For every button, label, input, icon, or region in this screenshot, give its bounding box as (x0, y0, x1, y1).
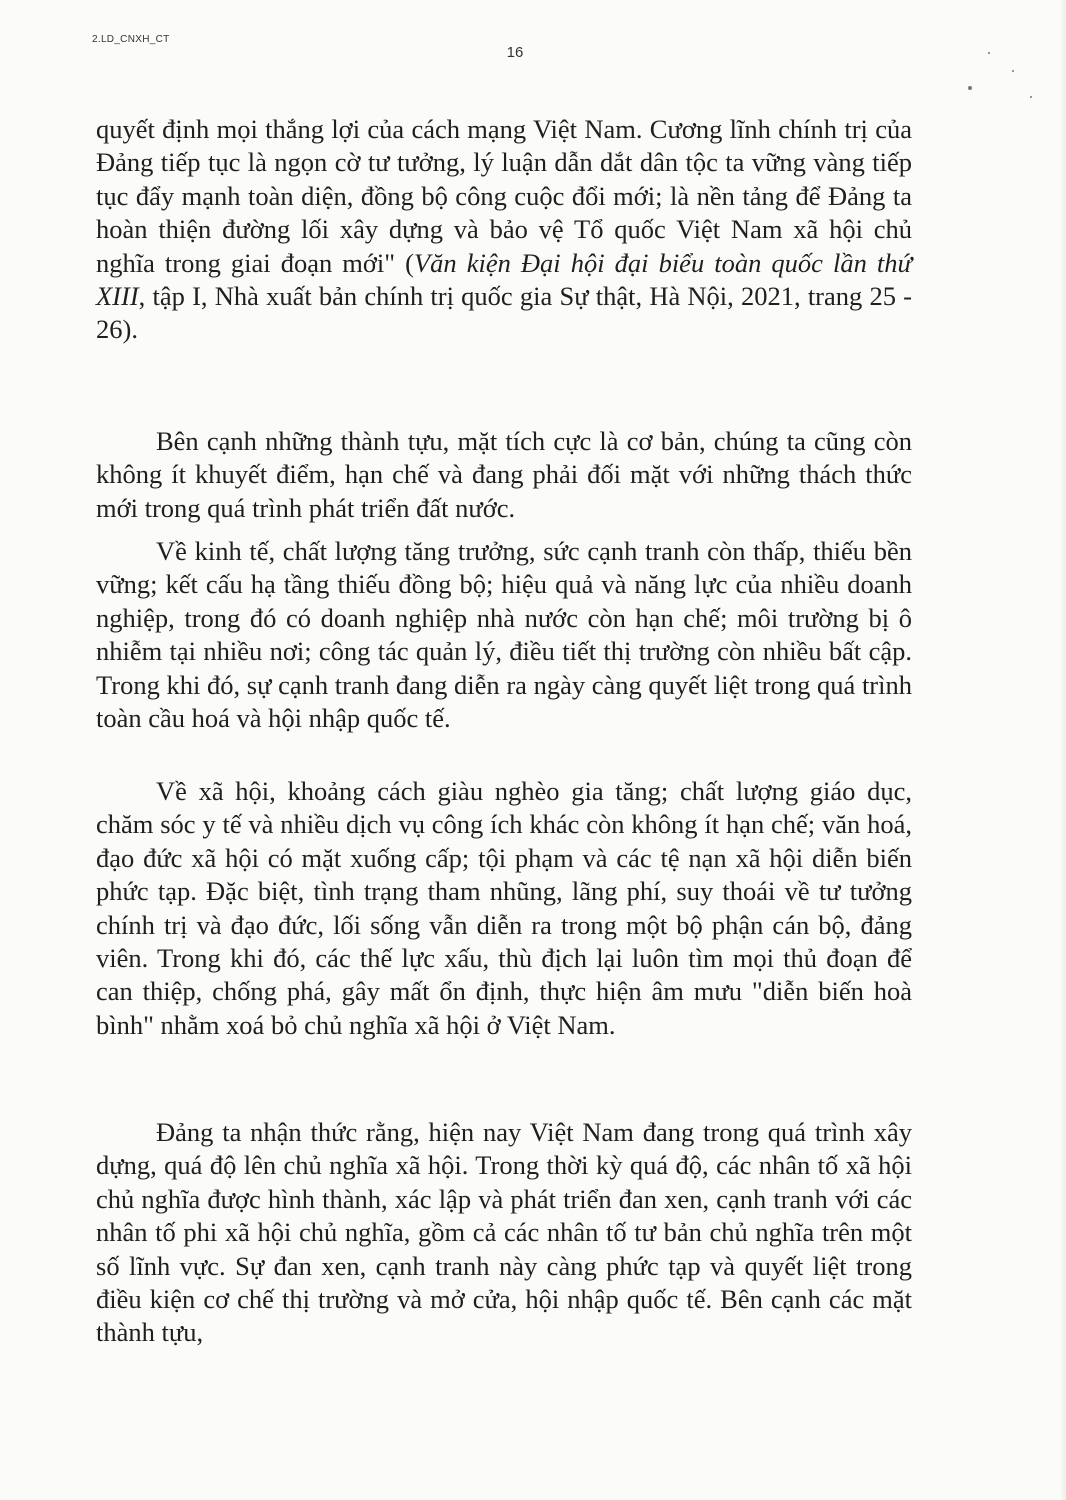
paragraph-society (96, 775, 912, 1042)
page-edge-shadow (1060, 0, 1066, 1500)
citation-title: Văn kiện Đại hội đại biểu toàn quốc lần thứ XIII (96, 247, 912, 312)
scan-speck (988, 52, 990, 54)
scan-speck (968, 86, 972, 90)
scan-speck (1030, 96, 1032, 98)
paragraph-transition (96, 1116, 912, 1350)
paragraph-economy (96, 535, 912, 735)
paragraph-text: Về kinh tế, chất lượng tăng trưởng, sức cạnh tranh còn thấp, thiếu bền vững; kết cấu hạ tầng thiếu đồng bộ; hiệu quả và năng lực của nhiều doanh nghiệp, trong đó có doanh nghiệp nhà nước còn hạn chế; môi trường bị ô nhiễm tại nhiều nơi; công tác quản lý, điều tiết thị trường còn nhiều bất cập. Trong khi đó, sự cạnh tranh đang diễn ra ngày càng quyết liệt trong quá trình toàn cầu hoá và hội nhập quốc tế. (96, 536, 912, 734)
paragraph-text: Về xã hội, khoảng cách giàu nghèo gia tăng; chất lượng giáo dục, chăm sóc y tế và nhiều dịch vụ công ích khác còn không ít hạn chế; văn hoá, đạo đức xã hội có mặt xuống cấp; tội phạm và các tệ nạn xã hội diễn biến phức tạp. Đặc biệt, tình trạng tham nhũng, lãng phí, suy thoái về tư tưởng chính trị và đạo đức, lối sống vẫn diễn ra trong một bộ phận cán bộ, đảng viên. Trong khi đó, các thế lực xấu, thù địch lại luôn tìm mọi thủ đoạn để can thiệp, chống phá, gây mất ổn định, thực hiện âm mưu "diễn biến hoà bình" nhằm xoá bỏ chủ nghĩa xã hội ở Việt Nam. (96, 776, 912, 1040)
paragraph-continuation (96, 113, 912, 347)
document-code: 2.LD_CNXH_CT (92, 34, 170, 45)
paragraph-text: Bên cạnh những thành tựu, mặt tích cực là cơ bản, chúng ta cũng còn không ít khuyết điểm, hạn chế và đang phải đối mặt với những thách thức mới trong quá trình phát triển đất nước. (96, 426, 912, 523)
paragraph-text: Đảng ta nhận thức rằng, hiện nay Việt Nam đang trong quá trình xây dựng, quá độ lên chủ nghĩa xã hội. Trong thời kỳ quá độ, các nhân tố xã hội chủ nghĩa được hình thành, xác lập và phát triển đan xen, cạnh tranh với các nhân tố phi xã hội chủ nghĩa, gồm cả các nhân tố tư bản chủ nghĩa trên một số lĩnh vực. Sự đan xen, cạnh tranh này càng phức tạp và quyết liệt trong điều kiện cơ chế thị trường và mở cửa, hội nhập quốc tế. Bên cạnh các mặt thành tựu, (96, 1117, 912, 1348)
page-number: 16 (506, 44, 524, 61)
paragraph-limitations (96, 425, 912, 525)
paragraph-text: , tập I, Nhà xuất bản chính trị quốc gia Sự thật, Hà Nội, 2021, trang 25 - 26). (96, 281, 912, 345)
scan-speck (1012, 70, 1014, 72)
paragraph-text: quyết định mọi thắng lợi của cách mạng Việt Nam. Cương lĩnh chính trị của Đảng tiếp tục là ngọn cờ tư tưởng, lý luận dẫn dắt dân tộc ta vững vàng tiếp tục đẩy mạnh toàn diện, đồng bộ công cuộc đổi mới; là nền tảng để Đảng ta hoàn thiện đường lối xây dựng và bảo vệ Tổ quốc Việt Nam xã hội chủ nghĩa trong giai đoạn mới" ( (96, 114, 912, 278)
